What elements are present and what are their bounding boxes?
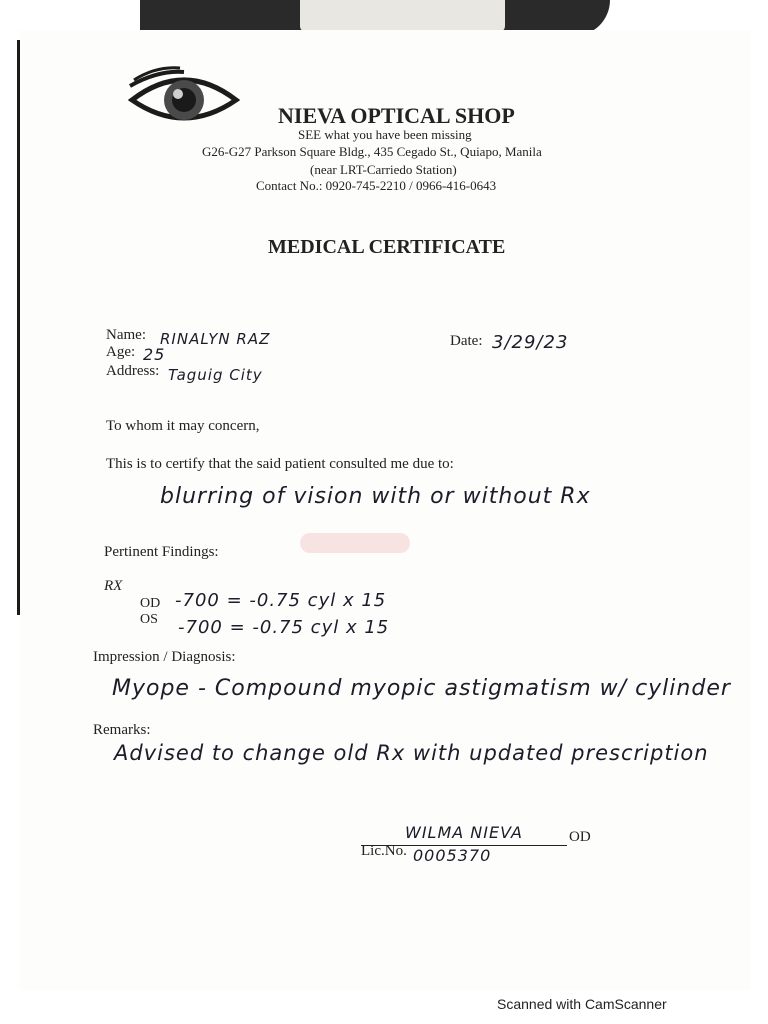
rx-label: RX: [104, 578, 123, 594]
date-value: 3/29/23: [492, 332, 569, 353]
signature-suffix: OD: [569, 829, 591, 845]
page-edge-shadow: [17, 40, 20, 615]
os-label: OS: [140, 612, 158, 627]
address-value: Taguig City: [168, 366, 263, 384]
license-label: Lic.No.: [361, 843, 407, 859]
age-value: 25: [143, 345, 166, 364]
certify-text: This is to certify that the said patient consulted me due to:: [106, 456, 454, 472]
shop-tagline: SEE what you have been missing: [298, 127, 472, 142]
photo-background-card: [300, 0, 505, 32]
salutation: To whom it may concern,: [106, 418, 260, 434]
certificate-title: MEDICAL CERTIFICATE: [268, 236, 506, 258]
findings-label: Pertinent Findings:: [104, 544, 219, 560]
license-value: 0005370: [413, 846, 492, 865]
remarks-label: Remarks:: [93, 722, 151, 738]
impression-value: Myope - Compound myopic astigmatism w/ cylinder: [112, 676, 731, 701]
eye-logo-icon: [128, 66, 240, 130]
shop-address: G26-G27 Parkson Square Bldg., 435 Cegado St., Quiapo, Manila: [202, 144, 542, 159]
shop-landmark: (near LRT-Carriedo Station): [310, 162, 457, 177]
remarks-value: Advised to change old Rx with updated prescription: [114, 741, 709, 765]
scanner-watermark: Scanned with CamScanner: [497, 996, 667, 1012]
name-label: Name:: [106, 327, 146, 343]
address-label: Address:: [106, 363, 160, 379]
ink-smudge: [300, 533, 410, 553]
shop-contact: Contact No.: 0920-745-2210 / 0966-416-0643: [256, 178, 497, 193]
impression-label: Impression / Diagnosis:: [93, 649, 236, 665]
name-value: RINALYN RAZ: [160, 330, 271, 348]
os-value: -700 = -0.75 cyl x 15: [178, 617, 390, 638]
age-label: Age:: [106, 344, 136, 360]
consult-reason: blurring of vision with or without Rx: [160, 484, 591, 509]
signature-name: WILMA NIEVA: [405, 823, 523, 842]
od-value: -700 = -0.75 cyl x 15: [175, 590, 387, 611]
shop-name: NIEVA OPTICAL SHOP: [278, 103, 515, 128]
od-label: OD: [140, 596, 161, 611]
date-label: Date:: [450, 333, 483, 349]
